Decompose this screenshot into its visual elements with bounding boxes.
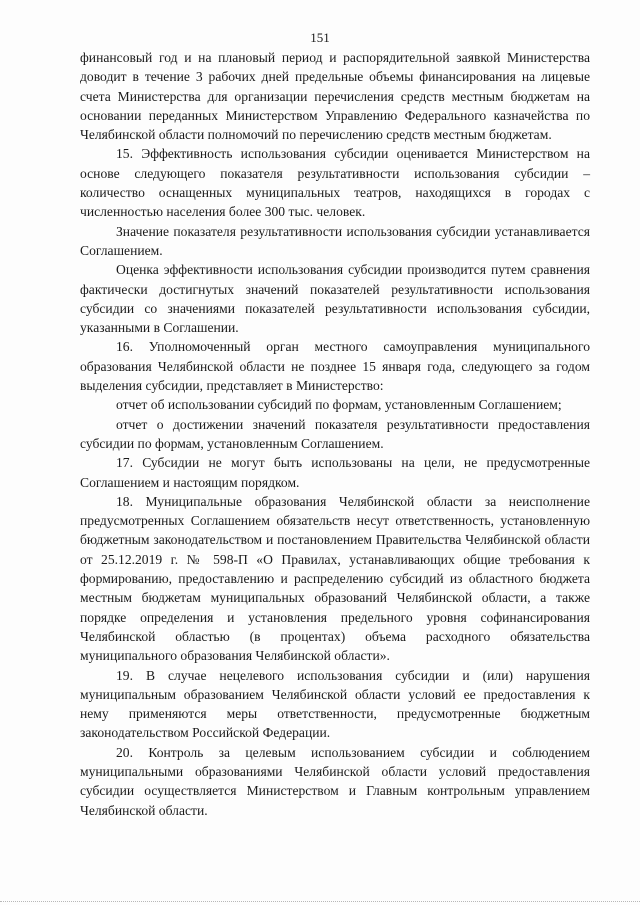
scan-edge-line (0, 901, 640, 902)
paragraph-continuation: финансовый год и на плановый период и распорядительной заявкой Министерства доводит в течение 3 рабочих дней предельные объемы финансирования на лицевые счета Министерства для организации перечисления средств местным бюджетам на основании переданных Министерством Управлению Федерального казначейства по Челябинской области полномочий по перечислению средств местным бюджетам. (80, 50, 590, 143)
page-number: 151 (310, 30, 330, 45)
paragraph-indicator-value: Значение показателя результативности использования субсидии устанавливается Соглашением. (80, 223, 590, 258)
paragraph-19: 19. В случае нецелевого использования субсидии и (или) нарушения муниципальным образованием Челябинской области условий ее предоставления к нему применяются меры ответственности, предусмотренные бюджетным законодательством Российской Федерации. (80, 667, 590, 741)
paragraph-15: 15. Эффективность использования субсидии оценивается Министерством на основе следующего показателя результативности использования субсидии – количество оснащенных муниципальных театров, находящихся в городах с численностью населения более 300 тыс. человек. (80, 146, 590, 220)
paragraph-18: 18. Муниципальные образования Челябинской области за неисполнение предусмотренных Соглашением обязательств несут ответственность, установленную бюджетным законодательством и постановлением Правительства Челябинской области от 25.12.2019 г. № 598-П «О Правилах, устанавливающих общие требования к формированию, предоставлению и распределению субсидий из областного бюджета местным бюджетам муниципальных образований Челябинской области, а также порядке определения и установления предельного уровня софинансирования Челябинской областью (в процентах) объема расходного обязательства муниципального образования Челябинской области». (80, 493, 590, 664)
paragraph-usage-report: отчет об использовании субсидий по формам, установленным Соглашением; (116, 397, 562, 413)
paragraph-17: 17. Субсидии не могут быть использованы на цели, не предусмотренные Соглашением и настоящим порядком. (80, 455, 590, 490)
paragraph-achievement-report: отчет о достижении значений показателя результативности предоставления субсидии по формам, установленным Соглашением. (80, 416, 590, 451)
paragraph-16: 16. Уполномоченный орган местного самоуправления муниципального образования Челябинской области не позднее 15 января года, следующего за годом выделения субсидии, представляет в Министерство: (80, 339, 590, 394)
paragraph-20: 20. Контроль за целевым использованием субсидии и соблюдением муниципальными образованиями Челябинской области условий предоставления субсидии осуществляется Министерством и Главным контрольным управлением Челябинской области. (80, 744, 590, 818)
document-body (80, 48, 590, 820)
paragraph-efficiency-evaluation: Оценка эффективности использования субсидии производится путем сравнения фактически достигнутых значений показателей результативности использования субсидии со значениями показателей результативности использования субсидии, указанными в Соглашении. (80, 262, 590, 336)
